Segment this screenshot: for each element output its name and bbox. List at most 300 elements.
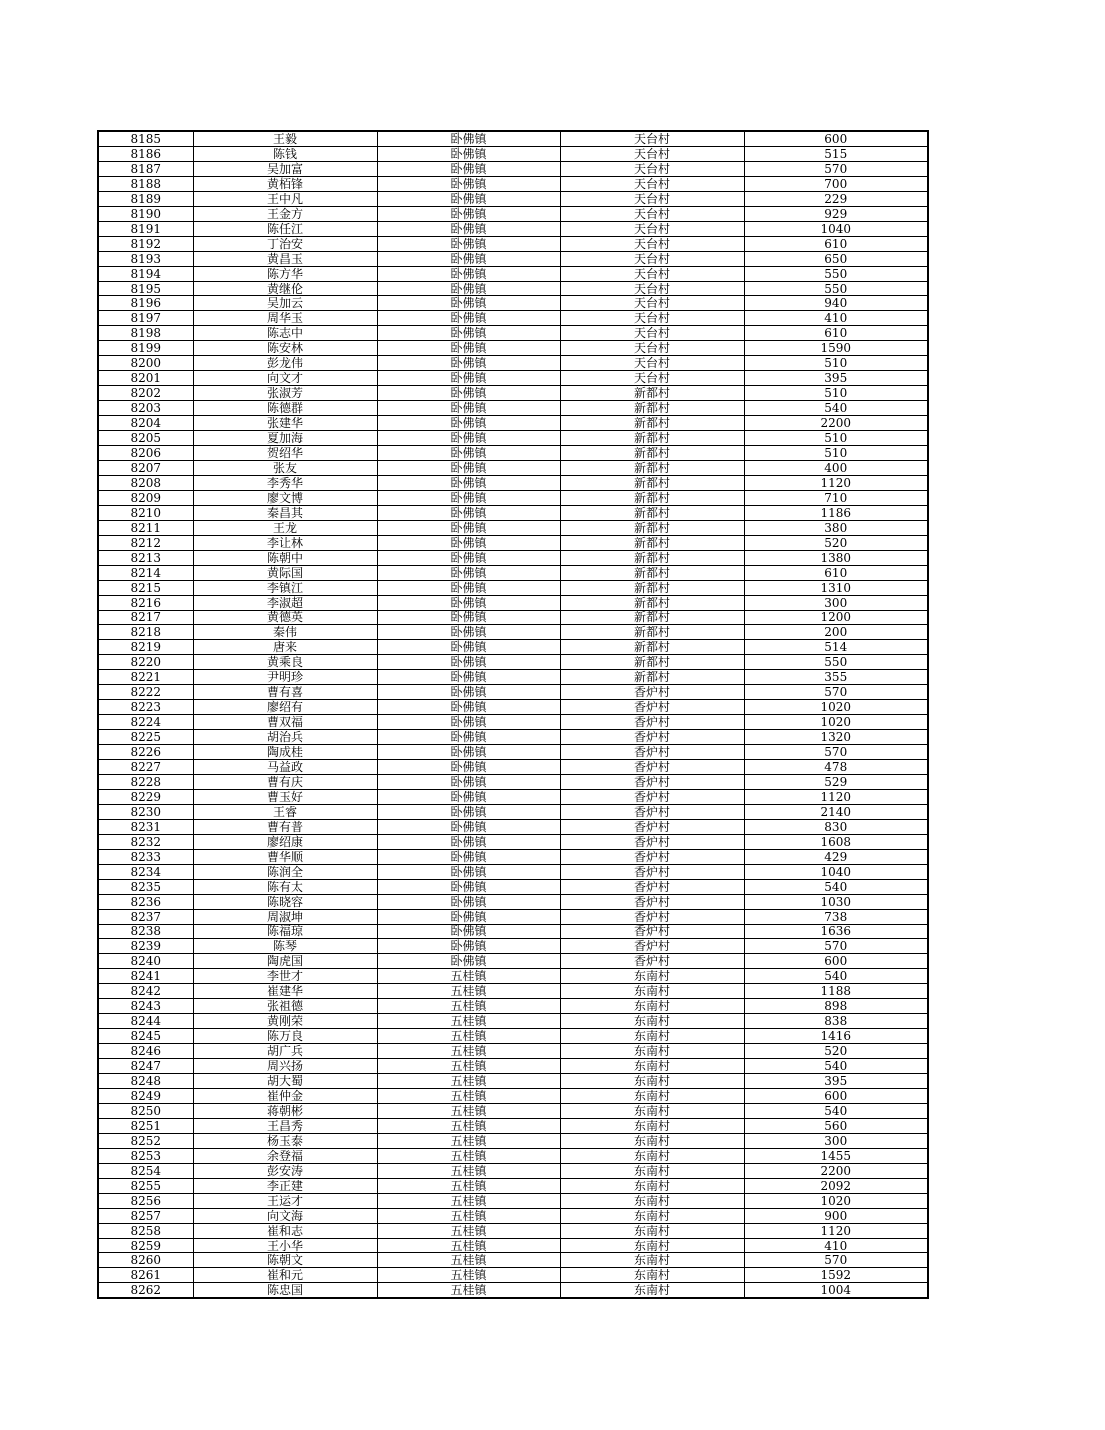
name-cell: 李让林 — [193, 535, 377, 550]
name-cell: 曹双福 — [193, 715, 377, 730]
village-cell: 天台村 — [560, 161, 744, 176]
table-row — [98, 610, 928, 625]
table-row — [98, 236, 928, 251]
name-cell: 余登福 — [193, 1148, 377, 1163]
table-row — [98, 954, 928, 969]
amount-cell: 429 — [744, 849, 928, 864]
amount-cell: 600 — [744, 954, 928, 969]
table-row — [98, 176, 928, 191]
town-cell: 卧佛镇 — [377, 475, 560, 490]
name-cell: 曹有普 — [193, 819, 377, 834]
table-row — [98, 625, 928, 640]
name-cell: 李淑超 — [193, 595, 377, 610]
amount-cell: 1592 — [744, 1268, 928, 1283]
amount-cell: 570 — [744, 1253, 928, 1268]
amount-cell: 550 — [744, 266, 928, 281]
amount-cell: 200 — [744, 625, 928, 640]
table-row — [98, 1148, 928, 1163]
table-row — [98, 1253, 928, 1268]
village-cell: 东南村 — [560, 1238, 744, 1253]
amount-cell: 550 — [744, 281, 928, 296]
name-cell: 张淑芳 — [193, 386, 377, 401]
table-row — [98, 1074, 928, 1089]
amount-cell: 520 — [744, 1044, 928, 1059]
record-id-cell: 8228 — [98, 774, 193, 789]
record-id-cell: 8237 — [98, 909, 193, 924]
records-table — [97, 130, 929, 1299]
town-cell: 卧佛镇 — [377, 894, 560, 909]
table-row — [98, 819, 928, 834]
town-cell: 卧佛镇 — [377, 730, 560, 745]
record-id-cell: 8243 — [98, 999, 193, 1014]
village-cell: 新都村 — [560, 446, 744, 461]
town-cell: 五桂镇 — [377, 1074, 560, 1089]
village-cell: 天台村 — [560, 191, 744, 206]
amount-cell: 514 — [744, 640, 928, 655]
amount-cell: 410 — [744, 1238, 928, 1253]
name-cell: 唐来 — [193, 640, 377, 655]
name-cell: 张友 — [193, 460, 377, 475]
name-cell: 向文才 — [193, 371, 377, 386]
village-cell: 天台村 — [560, 131, 744, 146]
village-cell: 香炉村 — [560, 894, 744, 909]
table-row — [98, 221, 928, 236]
town-cell: 卧佛镇 — [377, 341, 560, 356]
town-cell: 五桂镇 — [377, 1238, 560, 1253]
town-cell: 五桂镇 — [377, 1208, 560, 1223]
amount-cell: 1040 — [744, 221, 928, 236]
table-row — [98, 490, 928, 505]
amount-cell: 1188 — [744, 984, 928, 999]
name-cell: 曹有庆 — [193, 774, 377, 789]
town-cell: 卧佛镇 — [377, 939, 560, 954]
name-cell: 黄栢锋 — [193, 176, 377, 191]
record-id-cell: 8252 — [98, 1133, 193, 1148]
table-row — [98, 386, 928, 401]
record-id-cell: 8203 — [98, 401, 193, 416]
table-row — [98, 924, 928, 939]
record-id-cell: 8257 — [98, 1208, 193, 1223]
name-cell: 胡广兵 — [193, 1044, 377, 1059]
amount-cell: 1120 — [744, 1223, 928, 1238]
amount-cell: 540 — [744, 1103, 928, 1118]
name-cell: 向文海 — [193, 1208, 377, 1223]
name-cell: 周华玉 — [193, 311, 377, 326]
village-cell: 天台村 — [560, 326, 744, 341]
town-cell: 卧佛镇 — [377, 191, 560, 206]
village-cell: 新都村 — [560, 670, 744, 685]
amount-cell: 570 — [744, 745, 928, 760]
town-cell: 卧佛镇 — [377, 535, 560, 550]
name-cell: 陈万良 — [193, 1029, 377, 1044]
amount-cell: 1004 — [744, 1283, 928, 1298]
record-id-cell: 8256 — [98, 1193, 193, 1208]
name-cell: 曹华顺 — [193, 849, 377, 864]
data-sheet — [97, 130, 927, 1299]
record-id-cell: 8238 — [98, 924, 193, 939]
town-cell: 卧佛镇 — [377, 431, 560, 446]
town-cell: 卧佛镇 — [377, 954, 560, 969]
amount-cell: 1380 — [744, 550, 928, 565]
table-row — [98, 311, 928, 326]
name-cell: 胡治兵 — [193, 730, 377, 745]
village-cell: 香炉村 — [560, 789, 744, 804]
record-id-cell: 8233 — [98, 849, 193, 864]
village-cell: 新都村 — [560, 520, 744, 535]
town-cell: 卧佛镇 — [377, 834, 560, 849]
amount-cell: 600 — [744, 131, 928, 146]
table-row — [98, 1029, 928, 1044]
table-row — [98, 266, 928, 281]
village-cell: 天台村 — [560, 221, 744, 236]
amount-cell: 529 — [744, 774, 928, 789]
name-cell: 黄乘良 — [193, 655, 377, 670]
record-id-cell: 8199 — [98, 341, 193, 356]
record-id-cell: 8197 — [98, 311, 193, 326]
table-row — [98, 1238, 928, 1253]
table-row — [98, 296, 928, 311]
record-id-cell: 8262 — [98, 1283, 193, 1298]
village-cell: 东南村 — [560, 1178, 744, 1193]
record-id-cell: 8200 — [98, 356, 193, 371]
amount-cell: 710 — [744, 490, 928, 505]
town-cell: 五桂镇 — [377, 1193, 560, 1208]
table-row — [98, 730, 928, 745]
town-cell: 五桂镇 — [377, 1089, 560, 1104]
town-cell: 卧佛镇 — [377, 206, 560, 221]
town-cell: 卧佛镇 — [377, 311, 560, 326]
village-cell: 东南村 — [560, 999, 744, 1014]
amount-cell: 1040 — [744, 864, 928, 879]
table-row — [98, 1089, 928, 1104]
table-row — [98, 789, 928, 804]
amount-cell: 2200 — [744, 1163, 928, 1178]
village-cell: 新都村 — [560, 610, 744, 625]
table-row — [98, 206, 928, 221]
village-cell: 新都村 — [560, 550, 744, 565]
record-id-cell: 8195 — [98, 281, 193, 296]
table-row — [98, 356, 928, 371]
table-row — [98, 1208, 928, 1223]
village-cell: 东南村 — [560, 984, 744, 999]
village-cell: 香炉村 — [560, 715, 744, 730]
record-id-cell: 8239 — [98, 939, 193, 954]
village-cell: 新都村 — [560, 595, 744, 610]
amount-cell: 929 — [744, 206, 928, 221]
name-cell: 蒋朝彬 — [193, 1103, 377, 1118]
table-row — [98, 520, 928, 535]
town-cell: 卧佛镇 — [377, 685, 560, 700]
town-cell: 卧佛镇 — [377, 804, 560, 819]
village-cell: 东南村 — [560, 1133, 744, 1148]
table-row — [98, 371, 928, 386]
village-cell: 天台村 — [560, 371, 744, 386]
name-cell: 崔建华 — [193, 984, 377, 999]
record-id-cell: 8189 — [98, 191, 193, 206]
village-cell: 天台村 — [560, 356, 744, 371]
amount-cell: 738 — [744, 909, 928, 924]
record-id-cell: 8226 — [98, 745, 193, 760]
name-cell: 崔仲金 — [193, 1089, 377, 1104]
amount-cell: 510 — [744, 446, 928, 461]
name-cell: 廖绍康 — [193, 834, 377, 849]
name-cell: 李镇江 — [193, 580, 377, 595]
record-id-cell: 8191 — [98, 221, 193, 236]
town-cell: 五桂镇 — [377, 1148, 560, 1163]
amount-cell: 1120 — [744, 789, 928, 804]
table-row — [98, 939, 928, 954]
name-cell: 陶成桂 — [193, 745, 377, 760]
village-cell: 东南村 — [560, 1193, 744, 1208]
name-cell: 陈琴 — [193, 939, 377, 954]
town-cell: 卧佛镇 — [377, 700, 560, 715]
village-cell: 东南村 — [560, 1014, 744, 1029]
village-cell: 香炉村 — [560, 954, 744, 969]
town-cell: 五桂镇 — [377, 1029, 560, 1044]
table-row — [98, 565, 928, 580]
record-id-cell: 8204 — [98, 416, 193, 431]
name-cell: 黄刚荣 — [193, 1014, 377, 1029]
name-cell: 陈忠国 — [193, 1283, 377, 1298]
town-cell: 卧佛镇 — [377, 460, 560, 475]
town-cell: 五桂镇 — [377, 1163, 560, 1178]
table-row — [98, 1118, 928, 1133]
record-id-cell: 8218 — [98, 625, 193, 640]
amount-cell: 570 — [744, 939, 928, 954]
name-cell: 陈有太 — [193, 879, 377, 894]
record-id-cell: 8213 — [98, 550, 193, 565]
record-id-cell: 8201 — [98, 371, 193, 386]
amount-cell: 1608 — [744, 834, 928, 849]
record-id-cell: 8215 — [98, 580, 193, 595]
name-cell: 黄德英 — [193, 610, 377, 625]
town-cell: 卧佛镇 — [377, 640, 560, 655]
town-cell: 卧佛镇 — [377, 909, 560, 924]
village-cell: 香炉村 — [560, 760, 744, 775]
record-id-cell: 8246 — [98, 1044, 193, 1059]
village-cell: 天台村 — [560, 266, 744, 281]
table-row — [98, 431, 928, 446]
village-cell: 东南村 — [560, 1223, 744, 1238]
table-row — [98, 1268, 928, 1283]
record-id-cell: 8211 — [98, 520, 193, 535]
record-id-cell: 8251 — [98, 1118, 193, 1133]
amount-cell: 410 — [744, 311, 928, 326]
record-id-cell: 8235 — [98, 879, 193, 894]
name-cell: 秦伟 — [193, 625, 377, 640]
town-cell: 五桂镇 — [377, 999, 560, 1014]
name-cell: 陈德群 — [193, 401, 377, 416]
record-id-cell: 8223 — [98, 700, 193, 715]
record-id-cell: 8208 — [98, 475, 193, 490]
table-row — [98, 1163, 928, 1178]
amount-cell: 838 — [744, 1014, 928, 1029]
amount-cell: 229 — [744, 191, 928, 206]
amount-cell: 2200 — [744, 416, 928, 431]
town-cell: 卧佛镇 — [377, 760, 560, 775]
town-cell: 卧佛镇 — [377, 296, 560, 311]
record-id-cell: 8186 — [98, 146, 193, 161]
record-id-cell: 8221 — [98, 670, 193, 685]
record-id-cell: 8194 — [98, 266, 193, 281]
name-cell: 陈晓容 — [193, 894, 377, 909]
record-id-cell: 8258 — [98, 1223, 193, 1238]
town-cell: 卧佛镇 — [377, 446, 560, 461]
record-id-cell: 8232 — [98, 834, 193, 849]
village-cell: 东南村 — [560, 1118, 744, 1133]
town-cell: 五桂镇 — [377, 1253, 560, 1268]
record-id-cell: 8242 — [98, 984, 193, 999]
village-cell: 天台村 — [560, 281, 744, 296]
town-cell: 卧佛镇 — [377, 670, 560, 685]
record-id-cell: 8249 — [98, 1089, 193, 1104]
amount-cell: 700 — [744, 176, 928, 191]
table-row — [98, 715, 928, 730]
town-cell: 卧佛镇 — [377, 251, 560, 266]
amount-cell: 1636 — [744, 924, 928, 939]
town-cell: 卧佛镇 — [377, 386, 560, 401]
amount-cell: 610 — [744, 236, 928, 251]
village-cell: 东南村 — [560, 969, 744, 984]
town-cell: 五桂镇 — [377, 1059, 560, 1074]
record-id-cell: 8244 — [98, 1014, 193, 1029]
village-cell: 天台村 — [560, 311, 744, 326]
village-cell: 东南村 — [560, 1163, 744, 1178]
name-cell: 王龙 — [193, 520, 377, 535]
town-cell: 卧佛镇 — [377, 774, 560, 789]
amount-cell: 900 — [744, 1208, 928, 1223]
village-cell: 新都村 — [560, 505, 744, 520]
record-id-cell: 8261 — [98, 1268, 193, 1283]
record-id-cell: 8222 — [98, 685, 193, 700]
table-row — [98, 341, 928, 356]
table-row — [98, 879, 928, 894]
name-cell: 黄际国 — [193, 565, 377, 580]
record-id-cell: 8196 — [98, 296, 193, 311]
village-cell: 香炉村 — [560, 924, 744, 939]
record-id-cell: 8227 — [98, 760, 193, 775]
record-id-cell: 8260 — [98, 1253, 193, 1268]
record-id-cell: 8241 — [98, 969, 193, 984]
amount-cell: 515 — [744, 146, 928, 161]
name-cell: 陈方华 — [193, 266, 377, 281]
village-cell: 天台村 — [560, 176, 744, 191]
town-cell: 卧佛镇 — [377, 789, 560, 804]
table-row — [98, 595, 928, 610]
town-cell: 五桂镇 — [377, 969, 560, 984]
town-cell: 卧佛镇 — [377, 371, 560, 386]
village-cell: 东南村 — [560, 1089, 744, 1104]
table-row — [98, 864, 928, 879]
amount-cell: 478 — [744, 760, 928, 775]
amount-cell: 300 — [744, 1133, 928, 1148]
table-row — [98, 774, 928, 789]
village-cell: 天台村 — [560, 296, 744, 311]
village-cell: 新都村 — [560, 431, 744, 446]
record-id-cell: 8250 — [98, 1103, 193, 1118]
town-cell: 卧佛镇 — [377, 745, 560, 760]
amount-cell: 510 — [744, 356, 928, 371]
name-cell: 张建华 — [193, 416, 377, 431]
table-row — [98, 1283, 928, 1298]
town-cell: 五桂镇 — [377, 1178, 560, 1193]
village-cell: 香炉村 — [560, 834, 744, 849]
record-id-cell: 8234 — [98, 864, 193, 879]
village-cell: 新都村 — [560, 460, 744, 475]
record-id-cell: 8240 — [98, 954, 193, 969]
record-id-cell: 8248 — [98, 1074, 193, 1089]
name-cell: 崔和元 — [193, 1268, 377, 1283]
record-id-cell: 8236 — [98, 894, 193, 909]
record-id-cell: 8220 — [98, 655, 193, 670]
town-cell: 卧佛镇 — [377, 401, 560, 416]
amount-cell: 1030 — [744, 894, 928, 909]
name-cell: 曹有喜 — [193, 685, 377, 700]
amount-cell: 510 — [744, 386, 928, 401]
town-cell: 五桂镇 — [377, 1044, 560, 1059]
town-cell: 卧佛镇 — [377, 236, 560, 251]
table-row — [98, 804, 928, 819]
table-row — [98, 999, 928, 1014]
record-id-cell: 8253 — [98, 1148, 193, 1163]
town-cell: 卧佛镇 — [377, 161, 560, 176]
amount-cell: 540 — [744, 969, 928, 984]
name-cell: 廖绍有 — [193, 700, 377, 715]
town-cell: 五桂镇 — [377, 1133, 560, 1148]
name-cell: 王小华 — [193, 1238, 377, 1253]
name-cell: 杨玉泰 — [193, 1133, 377, 1148]
name-cell: 曹玉好 — [193, 789, 377, 804]
name-cell: 陈朝文 — [193, 1253, 377, 1268]
amount-cell: 1310 — [744, 580, 928, 595]
amount-cell: 1200 — [744, 610, 928, 625]
table-row — [98, 1178, 928, 1193]
village-cell: 天台村 — [560, 341, 744, 356]
name-cell: 廖文博 — [193, 490, 377, 505]
table-row — [98, 401, 928, 416]
village-cell: 新都村 — [560, 565, 744, 580]
town-cell: 卧佛镇 — [377, 924, 560, 939]
village-cell: 香炉村 — [560, 849, 744, 864]
table-row — [98, 475, 928, 490]
village-cell: 天台村 — [560, 236, 744, 251]
table-row — [98, 849, 928, 864]
amount-cell: 1320 — [744, 730, 928, 745]
name-cell: 王运才 — [193, 1193, 377, 1208]
village-cell: 香炉村 — [560, 819, 744, 834]
town-cell: 卧佛镇 — [377, 266, 560, 281]
town-cell: 卧佛镇 — [377, 565, 560, 580]
record-id-cell: 8254 — [98, 1163, 193, 1178]
town-cell: 五桂镇 — [377, 1268, 560, 1283]
amount-cell: 380 — [744, 520, 928, 535]
table-row — [98, 505, 928, 520]
village-cell: 香炉村 — [560, 909, 744, 924]
amount-cell: 600 — [744, 1089, 928, 1104]
town-cell: 卧佛镇 — [377, 416, 560, 431]
village-cell: 新都村 — [560, 580, 744, 595]
village-cell: 新都村 — [560, 655, 744, 670]
table-row — [98, 670, 928, 685]
village-cell: 新都村 — [560, 535, 744, 550]
name-cell: 陈任江 — [193, 221, 377, 236]
record-id-cell: 8230 — [98, 804, 193, 819]
table-row — [98, 745, 928, 760]
table-row — [98, 640, 928, 655]
name-cell: 夏加海 — [193, 431, 377, 446]
record-id-cell: 8210 — [98, 505, 193, 520]
table-row — [98, 1059, 928, 1074]
